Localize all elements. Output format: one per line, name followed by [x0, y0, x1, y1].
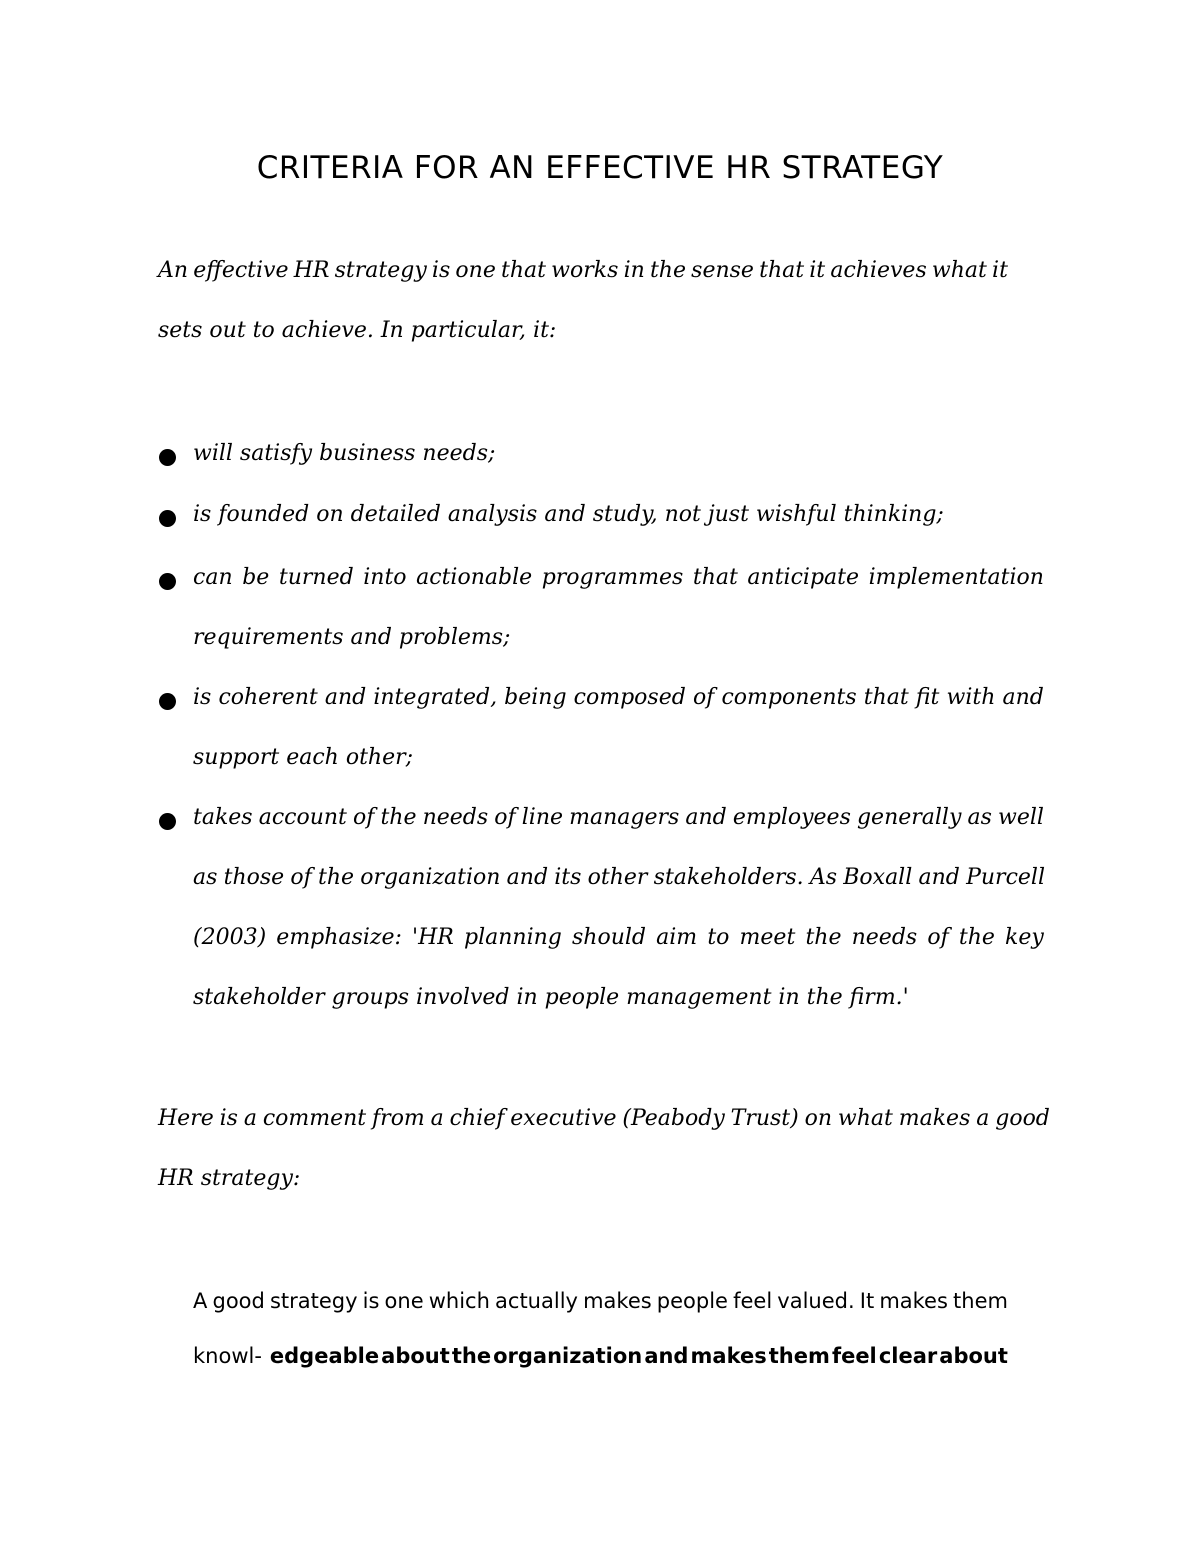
word: effective — [193, 258, 289, 283]
word: that — [692, 565, 738, 590]
bullet-dot-icon — [159, 510, 176, 527]
bullet-text: requirements and problems; — [193, 625, 511, 650]
word: (Peabody — [622, 1106, 725, 1131]
word: achieves — [830, 258, 927, 283]
word: A — [193, 1289, 208, 1313]
word: from — [372, 1106, 425, 1131]
word: organization — [360, 865, 501, 890]
word: planning — [464, 925, 562, 950]
word: the — [805, 925, 842, 950]
word: it — [992, 258, 1008, 283]
bullet-text: stakeholder groups involved in people management in the firm.' — [193, 985, 909, 1010]
word: one — [384, 1289, 424, 1313]
word: stakeholders. — [653, 865, 804, 890]
word: well — [998, 805, 1044, 830]
word: and — [324, 685, 367, 710]
word: other — [587, 865, 648, 890]
word: that — [759, 258, 805, 283]
word: coherent — [218, 685, 318, 710]
bullet-dot-icon — [159, 693, 176, 710]
word: and — [918, 865, 960, 890]
word: on — [804, 1106, 833, 1131]
quote-line-2 — [193, 1344, 1008, 1368]
word: needs — [422, 805, 489, 830]
word: edgeable — [269, 1344, 380, 1368]
word: (2003) — [193, 925, 267, 950]
word: is — [362, 1289, 380, 1313]
word: into — [363, 565, 407, 590]
word: actionable — [416, 565, 533, 590]
word: is — [431, 258, 451, 283]
word: what — [931, 258, 987, 283]
word: what — [837, 1106, 893, 1131]
word: should — [572, 925, 647, 950]
word: of — [290, 865, 312, 890]
word: the — [649, 258, 686, 283]
word: needs — [851, 925, 918, 950]
word: which — [428, 1289, 490, 1313]
word: It — [859, 1289, 875, 1313]
word: the — [958, 925, 995, 950]
word: HR — [293, 258, 330, 283]
word: of — [692, 685, 715, 710]
word: is — [219, 1106, 238, 1131]
word: emphasize: — [276, 925, 402, 950]
quote-regular-text: knowl- — [193, 1344, 262, 1368]
word: a — [243, 1106, 257, 1131]
word: An — [158, 258, 189, 283]
word: as — [193, 865, 218, 890]
word: aim — [656, 925, 698, 950]
word: those — [223, 865, 285, 890]
word: can — [193, 565, 233, 590]
bullet-text — [193, 685, 1044, 710]
word: executive — [510, 1106, 617, 1131]
word: makes — [879, 1289, 948, 1313]
word: anticipate — [747, 565, 860, 590]
word: Here — [158, 1106, 214, 1131]
word: takes — [193, 805, 253, 830]
word: the — [318, 865, 355, 890]
word: feel — [733, 1289, 773, 1313]
word: of — [494, 805, 516, 830]
word: people — [656, 1289, 728, 1313]
word: fit — [915, 685, 940, 710]
word: of — [927, 925, 949, 950]
word: about — [381, 1344, 450, 1368]
word: comment — [262, 1106, 367, 1131]
word: Trust) — [730, 1106, 799, 1131]
word: good — [995, 1106, 1050, 1131]
bullet-text — [193, 925, 1044, 950]
word: integrated, — [373, 685, 498, 710]
word: the — [380, 805, 417, 830]
word: components — [721, 685, 857, 710]
word: that — [501, 258, 546, 283]
word: with — [946, 685, 996, 710]
word: a — [430, 1106, 444, 1131]
word: implementation — [868, 565, 1044, 590]
word: 'HR — [412, 925, 454, 950]
bullet-text: is founded on detailed analysis and study, not just wishful thinking; — [193, 502, 944, 527]
comment-line-2: HR strategy: — [158, 1166, 301, 1191]
word: it — [809, 258, 826, 283]
quote-bold-text — [270, 1344, 1008, 1368]
word: being — [504, 685, 567, 710]
word: employees — [732, 805, 851, 830]
word: and — [506, 865, 549, 890]
word: line — [521, 805, 564, 830]
bullet-dot-icon — [159, 813, 176, 830]
word: works — [551, 258, 619, 283]
word: them — [953, 1289, 1008, 1313]
word: the — [451, 1344, 492, 1368]
bullet-text — [193, 865, 1045, 890]
word: them — [768, 1344, 830, 1368]
intro-line-1 — [158, 258, 1008, 283]
word: managers — [569, 805, 680, 830]
word: valued. — [777, 1289, 855, 1313]
word: makes — [583, 1289, 652, 1313]
word: feel — [831, 1344, 877, 1368]
word: and — [1002, 685, 1044, 710]
word: one — [455, 258, 496, 283]
word: about — [939, 1344, 1008, 1368]
word: and — [644, 1344, 689, 1368]
word: key — [1005, 925, 1044, 950]
word: strategy — [269, 1289, 358, 1313]
comment-line-1 — [158, 1106, 1050, 1131]
word: in — [623, 258, 645, 283]
word: strategy — [334, 258, 427, 283]
bullet-text: will satisfy business needs; — [193, 441, 496, 466]
word: programmes — [541, 565, 684, 590]
word: composed — [573, 685, 686, 710]
word: sense — [691, 258, 754, 283]
page-title: CRITERIA FOR AN EFFECTIVE HR STRATEGY — [256, 150, 944, 186]
word: a — [976, 1106, 990, 1131]
bullet-text: support each other; — [193, 745, 414, 770]
word: is — [193, 685, 212, 710]
bullet-text — [193, 565, 1044, 590]
bullet-text — [193, 805, 1044, 830]
word: account — [258, 805, 347, 830]
word: to — [707, 925, 730, 950]
word: organization — [493, 1344, 643, 1368]
word: its — [554, 865, 582, 890]
word: that — [863, 685, 909, 710]
word: good — [212, 1289, 265, 1313]
word: turned — [278, 565, 354, 590]
word: be — [242, 565, 270, 590]
word: actually — [495, 1289, 578, 1313]
word: as — [967, 805, 992, 830]
word: meet — [739, 925, 796, 950]
word: of — [352, 805, 375, 830]
bullet-dot-icon — [159, 573, 176, 590]
word: makes — [690, 1344, 767, 1368]
word: generally — [856, 805, 962, 830]
word: As — [809, 865, 838, 890]
bullet-dot-icon — [159, 449, 176, 466]
word: clear — [878, 1344, 938, 1368]
quote-line-1 — [193, 1289, 1008, 1313]
word: and — [685, 805, 727, 830]
word: chief — [449, 1106, 505, 1131]
intro-line-2: sets out to achieve. In particular, it: — [158, 318, 557, 343]
word: Purcell — [966, 865, 1045, 890]
word: makes — [898, 1106, 971, 1131]
word: Boxall — [843, 865, 913, 890]
